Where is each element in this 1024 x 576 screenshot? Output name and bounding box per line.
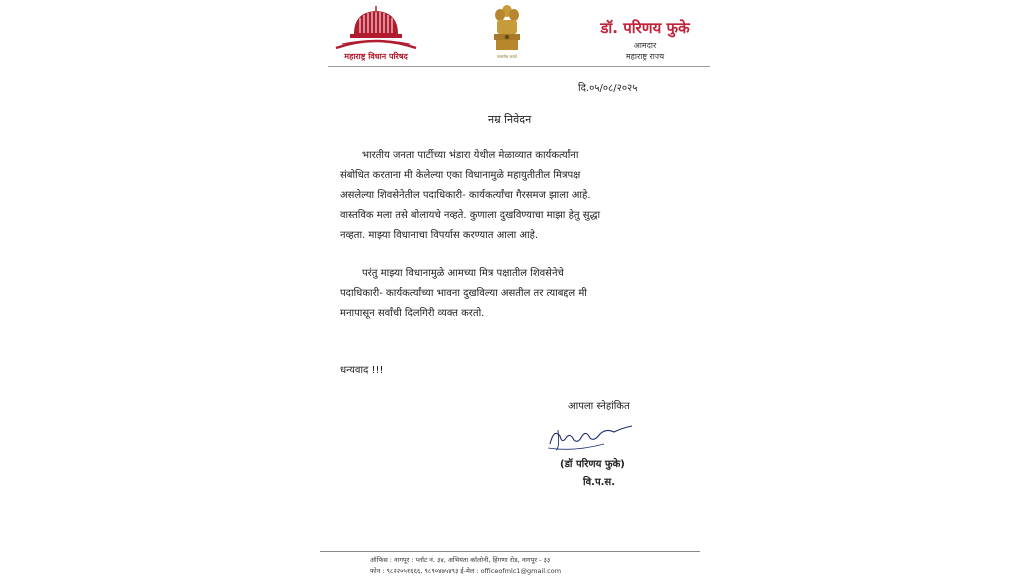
body-line: नव्हता. माझ्या विधानाचा विपर्यास करण्यात आला आहे. (340, 230, 539, 241)
emblem-motto: सत्यमेव जयते (497, 54, 517, 59)
logo-caption: महाराष्ट्र विधान परिषद (344, 52, 408, 61)
body-line: असलेल्या शिवसेनेतील पदाधिकारी- कार्यकर्त्यांचा गैरसमज झाला आहे. (340, 190, 591, 201)
letter-subject: नम्र निवेदन (488, 113, 532, 126)
body-line: संबोधित करताना मी केलेल्या एका विधानामुळे महायुतीतील मित्रपक्ष (340, 170, 581, 181)
closing-salutation: आपला स्नेहांकित (568, 401, 630, 412)
letter-date: दि.०५/०८/२०२५ (578, 83, 638, 94)
body-line: परंतु माझ्या विधानामुळे आमच्या मित्र पक्षातील शिवसेनेचे (362, 268, 564, 279)
body-line: पदाधिकारी- कार्यकर्त्यांच्या भावना दुखविल्या असतील तर त्याबद्दल मी (340, 288, 587, 299)
footer-contact: फोन : ९८२२०५१६६६, ९८९०४७५४९३ ई-मेल : officeofmlc1@gmail.com (370, 567, 562, 575)
signature-icon (544, 418, 644, 454)
letterhead-name: डॉ. परिणय फुके (600, 19, 690, 37)
handwritten-signature (544, 418, 644, 454)
body-line: वास्तविक मला तसे बोलायचे नव्हते. कुणाला दुखविण्याचा माझा हेतु सुद्धा (340, 210, 601, 221)
signatory-designation: वि.प.स. (583, 477, 615, 488)
body-paragraph-2 (340, 264, 684, 324)
lion-capital-icon (490, 2, 524, 54)
thanks-text: धन्यवाद !!! (340, 365, 384, 376)
footer-divider (320, 551, 700, 552)
letterhead-designation: आमदार (633, 41, 657, 50)
header-divider (328, 66, 710, 67)
footer-address: ऑफिस : नागपूर : प्लॉट नं. ३४, अभियंता कॉलोनी, हिंगणा रोड, नागपूर - ३३ (370, 556, 551, 564)
vidhan-parishad-logo (330, 4, 422, 64)
letterhead-state: महाराष्ट्र राज्य (625, 52, 665, 61)
signatory-name: (डॉ परिणय फुके) (560, 459, 625, 470)
vidhan-bhavan-dome-icon (330, 4, 422, 52)
body-line: भारतीय जनता पार्टीच्या भंडारा येथील मेळाव्यात कार्यकर्त्यांना (362, 150, 579, 161)
body-line: मनापासून सर्वांची दिलगिरी व्यक्त करतो. (340, 308, 485, 319)
body-paragraph-1 (340, 146, 684, 246)
national-emblem (490, 2, 524, 64)
